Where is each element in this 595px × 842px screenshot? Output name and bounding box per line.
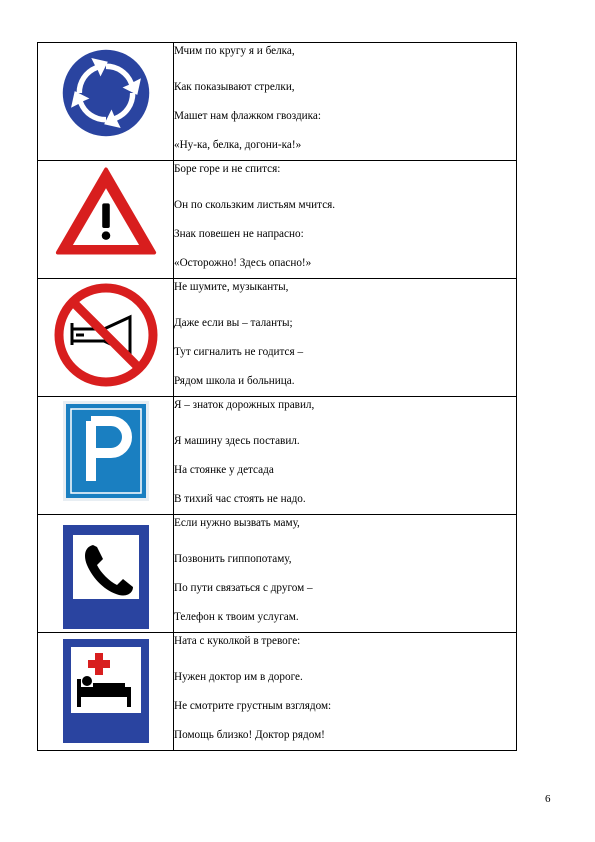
sign-cell <box>38 279 174 397</box>
sign-cell <box>38 633 174 751</box>
poem-line: Нужен доктор им в дороге. <box>174 671 303 683</box>
poem-line: Знак повешен не напрасно: <box>174 228 304 240</box>
poem-line: Даже если вы – таланты; <box>174 317 293 329</box>
table-row <box>38 279 517 397</box>
table-row <box>38 161 517 279</box>
poem-line: Как показывают стрелки, <box>174 81 295 93</box>
sign-cell <box>38 43 174 161</box>
roundabout-sign-icon <box>60 47 152 139</box>
poem-line: Он по скользким листьям мчится. <box>174 199 336 211</box>
hospital-sign-icon <box>63 639 149 743</box>
poem-line: Я – знаток дорожных правил, <box>174 399 315 411</box>
poem-cell <box>174 161 517 279</box>
poem-line: Рядом школа и больница. <box>174 375 295 387</box>
poem-line: Тут сигналить не годится – <box>174 346 304 358</box>
poem-cell <box>174 397 517 515</box>
poem-line: Не шумите, музыканты, <box>174 281 289 293</box>
page-number: 6 <box>545 793 551 805</box>
poem-line: Помощь близко! Доктор рядом! <box>174 729 325 741</box>
sign-cell <box>38 515 174 633</box>
poem-line: «Осторожно! Здесь опасно!» <box>174 257 312 269</box>
table-row <box>38 633 517 751</box>
poem-line: Я машину здесь поставил. <box>174 435 300 447</box>
danger-warning-sign-icon <box>54 165 158 257</box>
poem-cell <box>174 43 517 161</box>
sign-cell <box>38 161 174 279</box>
table-row <box>38 43 517 161</box>
telephone-sign-icon <box>63 525 149 629</box>
parking-sign-icon <box>63 401 149 501</box>
poem-line: Телефон к твоим услугам. <box>174 611 299 623</box>
poem-line: Ната с куколкой в тревоге: <box>174 635 301 647</box>
no-horn-sign-icon <box>54 283 158 387</box>
poem-line: Машет нам флажком гвоздика: <box>174 110 322 122</box>
road-signs-poem-table <box>37 42 517 751</box>
poem-line: На стоянке у детсада <box>174 464 274 476</box>
poem-line: Боре горе и не спится: <box>174 163 281 175</box>
poem-line: Не смотрите грустным взглядом: <box>174 700 332 712</box>
sign-cell <box>38 397 174 515</box>
poem-cell <box>174 279 517 397</box>
poem-line: Позвонить гиппопотаму, <box>174 553 292 565</box>
poem-line: Если нужно вызвать маму, <box>174 517 300 529</box>
poem-cell <box>174 515 517 633</box>
poem-line: «Ну-ка, белка, догони-ка!» <box>174 139 302 151</box>
table-row <box>38 515 517 633</box>
poem-line: В тихий час стоять не надо. <box>174 493 306 505</box>
poem-line: Мчим по кругу я и белка, <box>174 45 295 57</box>
poem-line: По пути связаться с другом – <box>174 582 313 594</box>
poem-cell <box>174 633 517 751</box>
table-row <box>38 397 517 515</box>
